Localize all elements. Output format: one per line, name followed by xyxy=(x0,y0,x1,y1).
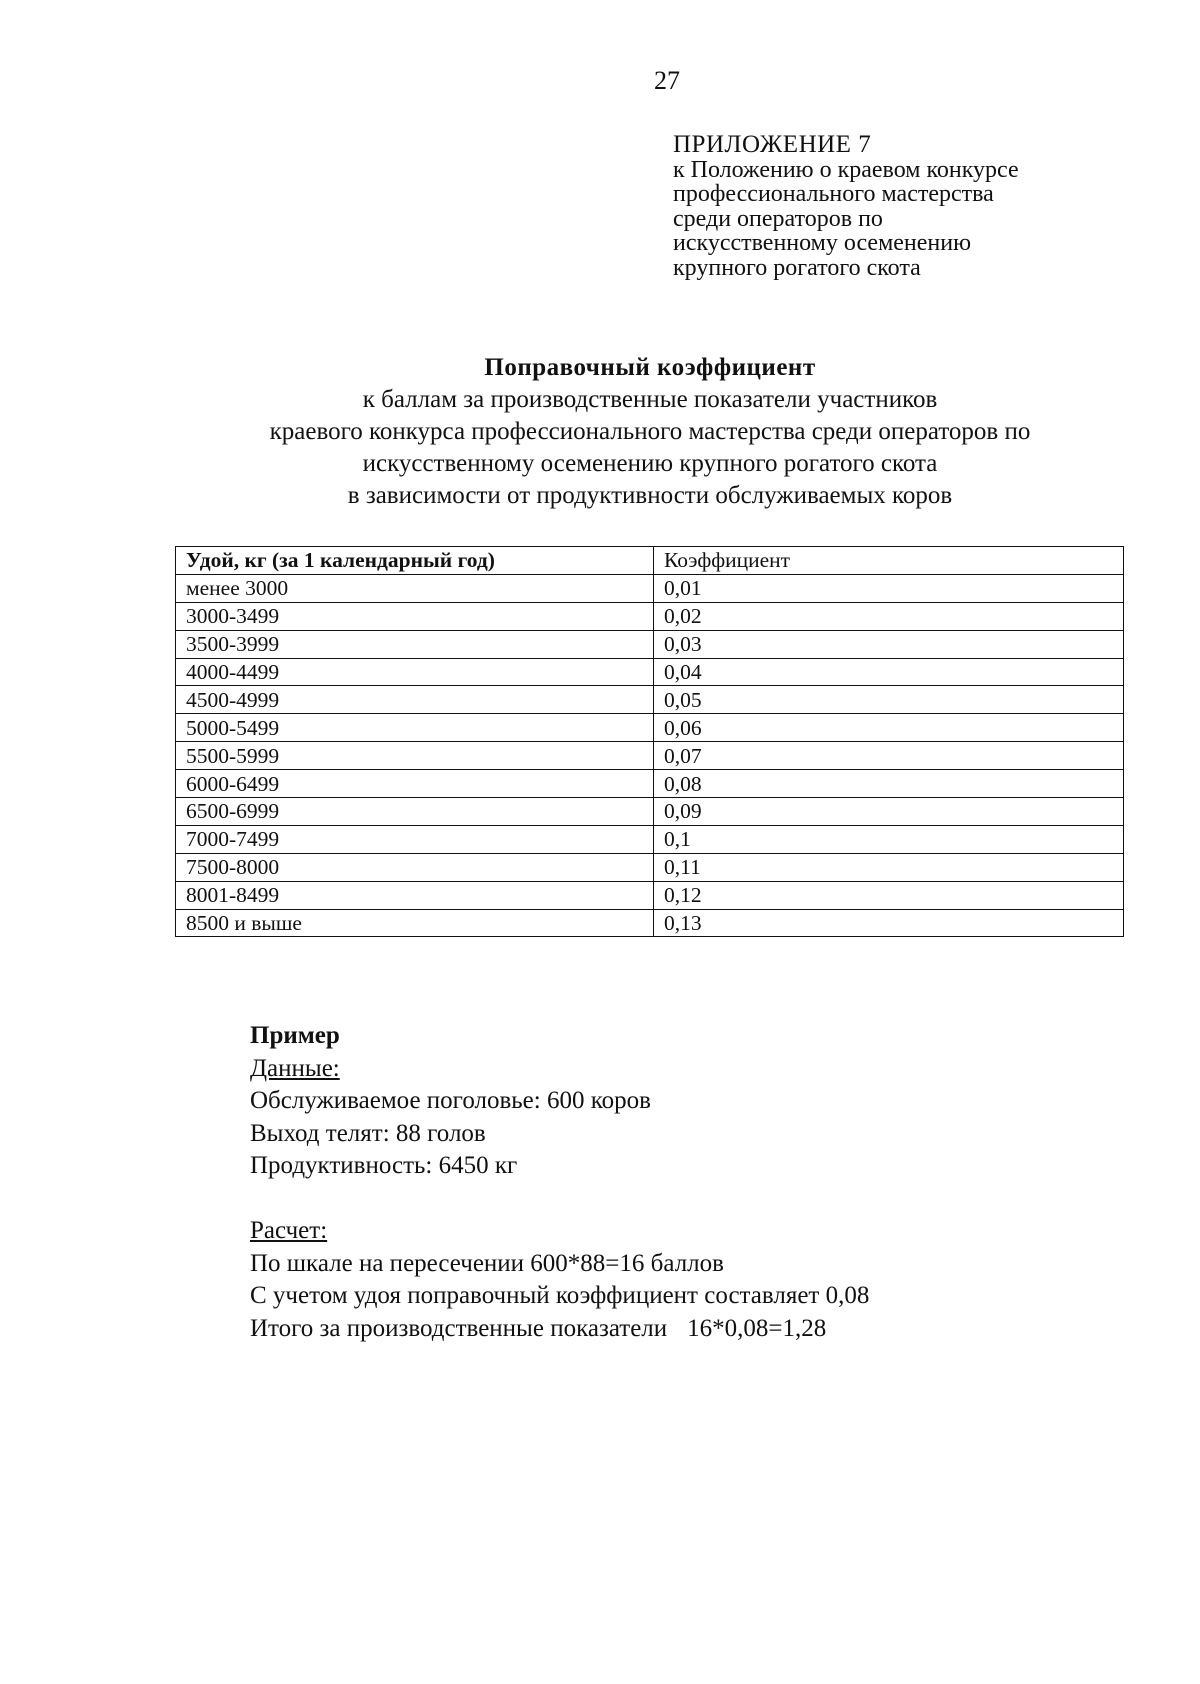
calc-line: С учетом удоя поправочный коэффициент составляет 0,08 xyxy=(250,1282,870,1309)
appendix-line: искусственному осеменению xyxy=(673,230,972,256)
table-row xyxy=(176,909,1124,937)
calc-line: По шкале на пересечении 600*88=16 баллов xyxy=(250,1249,724,1277)
yield-cell: 7000-7499 xyxy=(176,825,654,853)
appendix-line: к Положению о краевом конкурсе xyxy=(673,156,1019,183)
total-line xyxy=(250,1313,869,1346)
table-row xyxy=(176,630,1124,658)
table-row xyxy=(176,742,1124,770)
appendix-line: крупного рогатого скота xyxy=(673,254,921,281)
coefficient-cell: 0,07 xyxy=(654,742,1124,770)
yield-cell: 8500 и выше xyxy=(176,909,654,937)
data-line: Обслуживаемое поголовье: 600 коров xyxy=(250,1087,651,1114)
appendix-line: среди операторов по xyxy=(673,205,883,232)
table-row xyxy=(176,853,1124,881)
yield-cell: 5500-5999 xyxy=(176,742,654,770)
yield-cell: 7500-8000 xyxy=(176,853,654,881)
yield-cell: 4500-4999 xyxy=(176,686,654,714)
table-header-row xyxy=(176,547,1124,575)
appendix-title: ПРИЛОЖЕНИЕ 7 xyxy=(673,131,872,158)
yield-cell: 6500-6999 xyxy=(176,798,654,826)
section-spacer xyxy=(250,1183,869,1216)
coefficient-cell: 0,02 xyxy=(654,602,1124,630)
table-row xyxy=(176,658,1124,686)
heading-line: краевого конкурса профессионального мастерства среди операторов по xyxy=(269,418,1031,445)
coefficient-cell: 0,13 xyxy=(654,909,1124,937)
heading-title: Поправочный коэффициент xyxy=(484,354,816,381)
heading-line: к баллам за производственные показатели участников xyxy=(362,386,938,413)
coefficient-table xyxy=(175,546,1124,937)
example-title: Пример xyxy=(250,1022,340,1049)
table-row xyxy=(176,770,1124,798)
yield-cell: 8001-8499 xyxy=(176,881,654,909)
coefficient-cell: 0,04 xyxy=(654,658,1124,686)
total-value: 16*0,08=1,28 xyxy=(687,1314,827,1342)
table-row xyxy=(176,825,1124,853)
page-number: 27 xyxy=(654,66,680,95)
yield-cell: 5000-5499 xyxy=(176,714,654,742)
coefficient-cell: 0,03 xyxy=(654,630,1124,658)
appendix-line: профессионального мастерства xyxy=(673,181,994,207)
data-line: Выход телят: 88 голов xyxy=(250,1119,486,1147)
header-coefficient: Коэффициент xyxy=(654,547,1124,575)
heading-line: искусственному осеменению крупного рогатого скота xyxy=(362,450,938,477)
coefficient-cell: 0,1 xyxy=(654,825,1124,853)
data-line: Продуктивность: 6450 кг xyxy=(250,1152,518,1179)
table-row xyxy=(176,602,1124,630)
calc-label: Расчет: xyxy=(250,1217,328,1244)
table-row xyxy=(176,686,1124,714)
coefficient-cell: 0,08 xyxy=(654,770,1124,798)
table-row xyxy=(176,798,1124,826)
yield-cell: менее 3000 xyxy=(176,574,654,602)
document-heading xyxy=(0,352,1200,512)
yield-cell: 3500-3999 xyxy=(176,630,654,658)
coefficient-cell: 0,05 xyxy=(654,686,1124,714)
yield-cell: 6000-6499 xyxy=(176,770,654,798)
table-row xyxy=(176,881,1124,909)
table-row xyxy=(176,714,1124,742)
coefficient-cell: 0,12 xyxy=(654,881,1124,909)
example-block xyxy=(250,1020,869,1345)
yield-cell: 3000-3499 xyxy=(176,602,654,630)
coefficient-cell: 0,01 xyxy=(654,574,1124,602)
yield-cell: 4000-4499 xyxy=(176,658,654,686)
appendix-block xyxy=(673,133,1019,280)
coefficient-cell: 0,11 xyxy=(654,853,1124,881)
data-label: Данные: xyxy=(250,1054,340,1082)
heading-line: в зависимости от продуктивности обслуживаемых коров xyxy=(347,482,953,509)
table-row xyxy=(176,574,1124,602)
coefficient-cell: 0,06 xyxy=(654,714,1124,742)
header-yield: Удой, кг (за 1 календарный год) xyxy=(176,547,654,575)
total-label: Итого за производственные показатели xyxy=(250,1314,668,1342)
coefficient-cell: 0,09 xyxy=(654,798,1124,826)
